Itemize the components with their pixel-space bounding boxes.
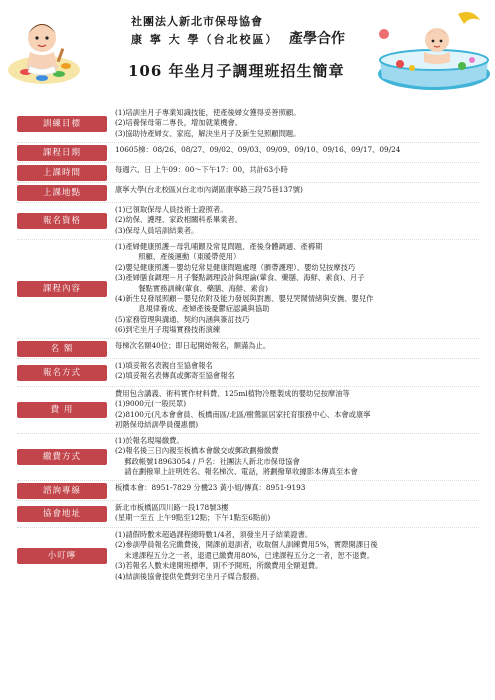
row-label: 協會地址 — [17, 506, 107, 522]
table-row — [17, 434, 479, 481]
row-label: 上課地點 — [17, 185, 107, 201]
row-content: (1)已領取保母人員技術士證照者。 (2)幼保、護理、家政相關科系畢業者。 (3)保母人員培訓結業者。 — [115, 205, 243, 235]
row-label: 名 額 — [17, 341, 107, 357]
table-row — [17, 339, 479, 359]
table-row — [17, 106, 479, 143]
table-row — [17, 163, 479, 183]
row-label: 課程日期 — [17, 145, 107, 161]
row-content: (1)產婦健康照護－母乳哺餵及常見問題、產後身體調適、產褥期 照顧、產後運動（東暖帶使用） (2)嬰兒健康照護－嬰幼兒常見健康問題處理（臍帶護理）、嬰幼兒按摩技巧 (3)產婦膳食調理－月子餐點調理設計與理論(葷食、藥膳、海鮮、素食)、月子 餐點實務訓練(葷食、藥膳、海鮮、素食) (4)新生兒發展照顧－嬰兒依附及能力發展與對應、嬰兒哭鬧情緒與安撫、嬰兒作 息規律養成、產婦產後憂鬱症認識與協助 (5)家務管理與溝通、契約內涵與簽訂技巧 (6)到宅坐月子現場實務技術演練 — [115, 242, 374, 335]
university-name: 康 寧 大 學（台北校區） — [131, 33, 279, 46]
row-content: (1)培訓坐月子專業知識技能，使產後婦女獲得妥善照顧。 (2)培養保母第二專長，增加就業機會。 (3)協助待產婦女、家庭，解決坐月子及新生兒照顧問題。 — [115, 108, 301, 138]
row-content: (1)於報名現場繳費。 (2)報名後三日內親至板橋本會繳交或郵政劃撥繳費 郵政帳號18963054 / 戶名：社團法人新北市保母協會 請在劃撥單上註明姓名、報名梯次、電話，將劃撥單收據影本傳真至本會 — [115, 436, 358, 477]
table-row — [17, 528, 479, 584]
row-label: 報名資格 — [17, 213, 107, 229]
row-content: 新北市板橋區四川路一段178號3樓 (星期一至五 上午9點至12點；下午1點至6點前) — [115, 503, 271, 523]
row-content: 康寧大學(台北校區)(台北市內湖區康寧路三段75巷137號) — [115, 185, 303, 194]
baby-bath-illustration — [372, 4, 492, 94]
row-label: 訓練目標 — [17, 116, 107, 132]
row-content: (1)填妥報名表親自至協會報名 (2)填妥報名表傳真或郵寄至協會報名 — [115, 361, 235, 381]
row-content: 每梯次名額40位；即日起開始報名，額滿為止。 — [115, 341, 271, 350]
baby-painting-illustration — [4, 8, 84, 88]
row-label: 課程內容 — [17, 281, 107, 297]
page-title: 106 年坐月子調理班招生簡章 — [128, 62, 345, 80]
info-table — [17, 106, 479, 584]
table-row — [17, 183, 479, 203]
partnership-label: 產學合作 — [289, 31, 345, 47]
table-row — [17, 359, 479, 387]
row-label: 報名方式 — [17, 365, 107, 381]
association-name: 社團法人新北市保母協會 — [131, 15, 263, 28]
table-row — [17, 203, 479, 240]
row-label: 繳費方式 — [17, 449, 107, 465]
row-label: 小叮嚀 — [17, 548, 107, 564]
row-content: 板橋本會：8951-7829 分機23 黃小姐/傳真：8951-9193 — [115, 483, 306, 492]
table-row — [17, 501, 479, 528]
table-row — [17, 143, 479, 163]
row-content: 費用包含講義、術科實作材料費、125ml植物冷壓製成的嬰幼兒按摩油等 (1)9000元(一般民眾) (2)8100元(凡本會會員、板橋南區/北區/樹鶯區居家托育服務中心、本會或康寧 初階保母結訓學員優惠價) — [115, 389, 371, 430]
table-row — [17, 387, 479, 434]
row-content: 每週六、日 上午09：00～下午17：00，共計63小時 — [115, 165, 288, 174]
row-label: 諮詢專線 — [17, 483, 107, 499]
row-content: (1)請假時數未超過課程總時數1/4者，須發坐月子結業證書。 (2)參訓學員報名完繳費後，開課前退訓者，收取個人訓練費用5%，實際開課日後 未達課程五分之一者，退還已繳費用80%，已達課程五分之一者，恕不退費。 (3)若報名人數未達開班標準，則不予開班，所繳費用全額退費。 (4)結訓後協會提供免費到宅坐月子媒合服務。 — [115, 530, 378, 581]
row-label: 上課時間 — [17, 165, 107, 181]
row-label: 費 用 — [17, 402, 107, 418]
table-row — [17, 481, 479, 501]
header — [0, 0, 495, 92]
table-row — [17, 240, 479, 339]
row-content: 10605梯：08/26、08/27、09/02、09/03、09/09、09/10、09/16、09/17、09/24 — [115, 145, 401, 154]
